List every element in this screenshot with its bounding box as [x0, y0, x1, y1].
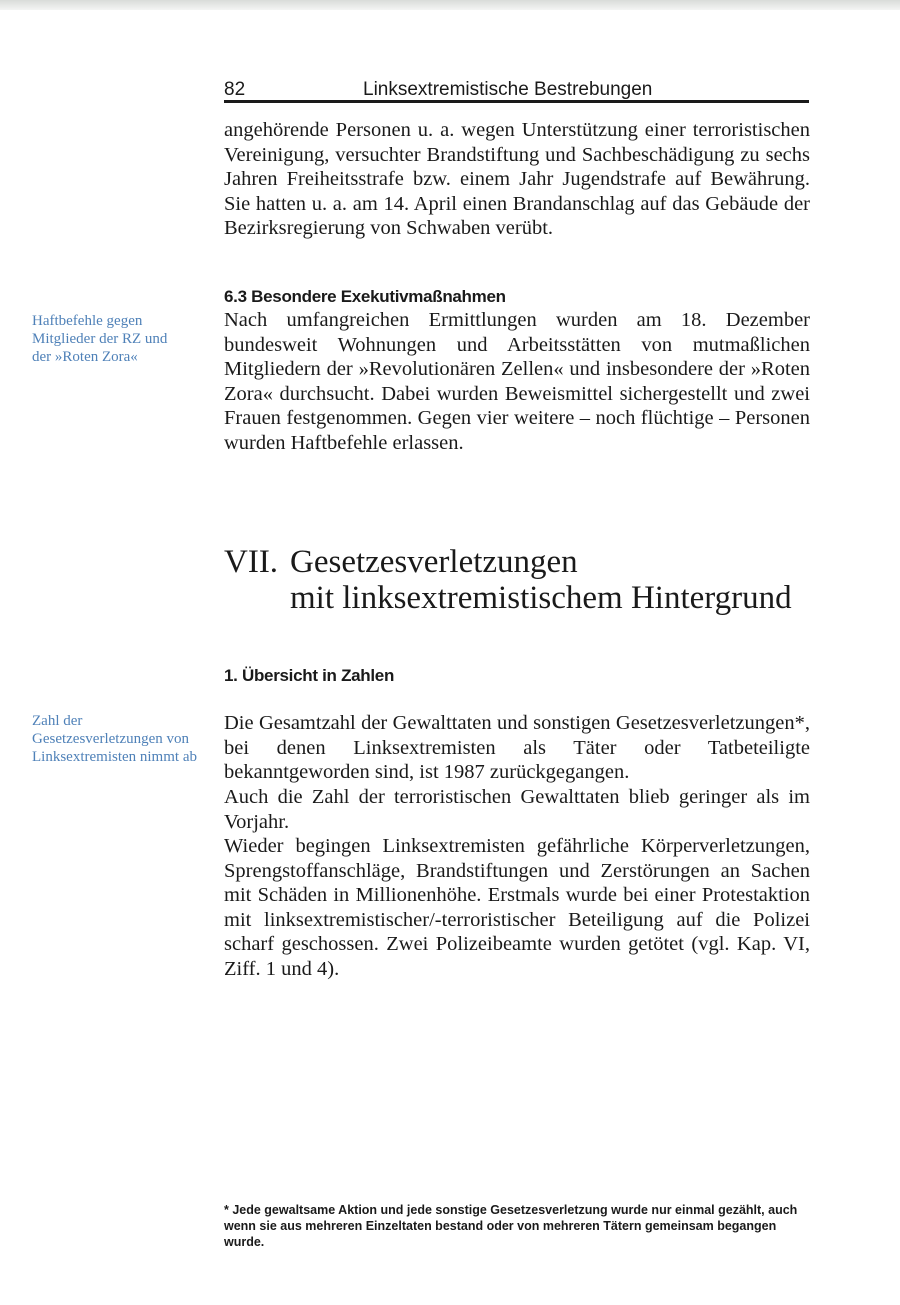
running-title: Linksextremistische Bestrebungen: [363, 79, 653, 100]
section-1-paragraph-2: Auch die Zahl der terroristischen Gewalttaten blieb geringer als im Vorjahr.: [224, 786, 810, 833]
section-6-3-paragraph: Nach umfangreichen Ermittlungen wurden am 18. Dezember bundesweit Wohnungen und Arbeitsstätten von mutmaßlichen Mitgliedern der »Revolutionären Zellen« und insbesondere der »Roten Zora« durchsucht. Dabei wurden Beweismittel sichergestellt und zwei Frauen festgenommen. Gegen vier weitere – noch flüchtige – Personen wurden Haftbefehle erlassen.: [224, 309, 810, 454]
scan-top-edge: [0, 0, 900, 10]
chapter-title-line2: mit linksextremistischem Hintergrund: [290, 580, 792, 616]
margin-note-haftbefehle: Haftbefehle gegen Mitglieder der RZ und der »Roten Zora«: [32, 313, 168, 365]
footnote: * Jede gewaltsame Aktion und jede sonstige Gesetzesverletzung wurde nur einmal gezählt, auch wenn sie aus mehreren Einzeltaten bestand oder von mehreren Tätern gemeinsam begangen wurde.: [224, 1203, 798, 1249]
intro-paragraph: angehörende Personen u. a. wegen Unterstützung einer terroristischen Vereinigung, versuchter Brandstiftung und Sachbeschädigung zu sechs Jahren Freiheitsstrafe bzw. einem Jahr Jugendstrafe auf Bewährung. Sie hatten u. a. am 14. April einen Brandanschlag auf das Gebäude der Bezirksregierung von Schwaben verübt.: [224, 119, 810, 239]
header-rule: [224, 100, 809, 103]
section-1-heading: 1. Übersicht in Zahlen: [224, 666, 395, 685]
section-1-paragraph-1: Die Gesamtzahl der Gewalttaten und sonstigen Gesetzesverletzungen*, bei denen Linksextremisten als Täter oder Tatbeteiligte bekanntgeworden sind, ist 1987 zurückgegangen.: [224, 712, 810, 783]
chapter-number: VII.: [224, 544, 279, 580]
section-6-3-heading: 6.3 Besondere Exekutivmaßnahmen: [224, 287, 506, 306]
margin-note-zahl: Zahl der Gesetzesverletzungen von Linksextremisten nimmt ab: [32, 713, 197, 765]
section-1-paragraph-3: Wieder begingen Linksextremisten gefährliche Körperverletzungen, Sprengstoffanschläge, Brandstiftungen und Zerstörungen an Sachen mit Schäden in Millionenhöhe. Erstmals wurde bei einer Protestaktion mit linksextremistischer/-terroristischer Beteiligung auf die Polizei scharf geschossen. Zwei Polizeibeamte wurden getötet (vgl. Kap. VI, Ziff. 1 und 4).: [224, 835, 810, 980]
running-header: [224, 78, 809, 102]
chapter-title-line1: Gesetzesverletzungen: [290, 544, 578, 580]
chapter-title: [290, 544, 810, 616]
page-number: 82: [224, 79, 246, 100]
